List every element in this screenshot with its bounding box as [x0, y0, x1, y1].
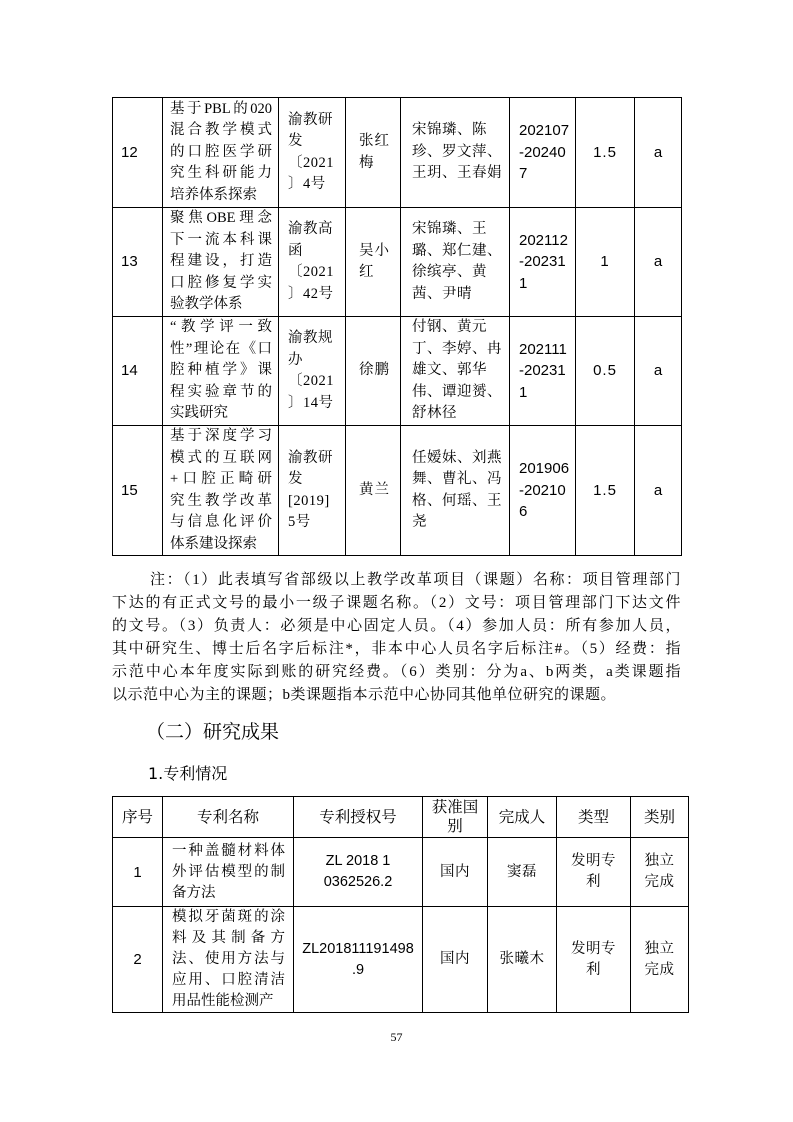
cell-text: 梅 — [359, 154, 375, 171]
cell-text: 1 — [133, 863, 142, 881]
grant-number-cell — [294, 907, 423, 1013]
funding-cell — [576, 317, 635, 426]
cell-text: 专利授权号 — [319, 807, 397, 826]
cell-text: 张红 — [359, 133, 390, 149]
cell-text: 渝教研 — [288, 449, 333, 466]
cell-text: 舒林径 — [412, 405, 457, 422]
note-paragraph — [112, 569, 681, 707]
cell-text: 发明专 — [571, 853, 616, 869]
section-heading: （二）研究成果 — [146, 721, 280, 743]
leader-cell — [346, 98, 401, 208]
cell-text: 培养体系探索 — [170, 186, 257, 203]
cell-text: 202111 — [519, 340, 567, 358]
cell-text: 1 — [519, 383, 528, 401]
cell-text: 究生教学改革 — [170, 492, 272, 509]
note-line: 其中研究生、博士后名字后标注*，非本中心人员名字后标注#。（5）经费：指 — [112, 641, 681, 657]
cell-text: 一种盖髓材料体 — [172, 842, 285, 859]
cell-text: “教学评一致 — [170, 319, 272, 336]
cell-text: 别 — [447, 817, 463, 835]
cell-text: 1 — [600, 253, 610, 271]
cell-text: 红 — [359, 264, 375, 280]
row-number-cell — [113, 208, 163, 317]
cell-text: 与信息化评价 — [170, 514, 272, 530]
table-header-row — [113, 797, 689, 838]
leader-cell — [346, 317, 401, 426]
cell-text: 应用、口腔清洁 — [172, 972, 285, 988]
cell-text: ZL201811191498 — [302, 940, 414, 957]
projects-table-body — [113, 98, 682, 556]
cell-text: 发明专 — [571, 940, 616, 957]
country-cell — [423, 907, 488, 1013]
cell-text: 〕42号 — [288, 285, 334, 302]
cell-text: 序号 — [121, 807, 153, 826]
cell-text: 〔2021 — [288, 264, 334, 280]
cell-text: 尧 — [412, 514, 427, 530]
cell-text: 模式的互联网 — [170, 449, 272, 466]
document-number-cell — [279, 426, 346, 556]
row-number-cell — [113, 426, 163, 556]
page-number: 57 — [390, 1030, 403, 1044]
cell-text: 基于深度学习 — [170, 428, 272, 444]
cell-text: 实践研究 — [170, 405, 228, 422]
cell-text: 雄文、郭华 — [412, 362, 487, 379]
grant-number-cell — [294, 838, 423, 907]
cell-text: 渝教高 — [288, 221, 333, 237]
cell-text: a — [653, 143, 663, 161]
cell-text: 王玥、王春娟 — [412, 165, 502, 182]
note-line: 注：（1）此表填写省部级以上教学改革项目（课题）名称：项目管理部门 — [150, 572, 681, 588]
patent-number-cell — [113, 907, 163, 1013]
patent-category-cell — [631, 907, 689, 1013]
patent-number-cell — [113, 838, 163, 907]
cell-text: 任嫒妹、刘燕 — [412, 449, 502, 466]
cell-text: 下一流本科课 — [170, 231, 272, 248]
cell-text: 202112 — [519, 231, 568, 249]
patents-table — [112, 796, 689, 1013]
cell-text: 腔种植学》课 — [170, 362, 272, 379]
cell-text: 6 — [519, 503, 528, 521]
cell-text: 张曦木 — [499, 951, 545, 967]
cell-text: 格、何瑶、王 — [412, 492, 502, 509]
participants-cell — [401, 317, 510, 426]
cell-text: +口腔正畸研 — [170, 471, 272, 487]
cell-text: 外评估模型的制 — [172, 863, 285, 880]
cell-text: 窦磊 — [507, 863, 537, 880]
cell-text: 备方法 — [172, 884, 216, 901]
cell-text: 利 — [586, 874, 601, 890]
project-name-cell — [163, 426, 279, 556]
patent-row — [113, 838, 689, 907]
cell-text: 国内 — [440, 863, 470, 880]
cell-text: a — [653, 253, 663, 271]
period-cell — [510, 317, 576, 426]
patent-name-cell — [163, 838, 294, 907]
patent-type-cell — [557, 838, 631, 907]
cell-text: 办 — [288, 351, 303, 368]
cell-text: 宋锦璘、陈 — [412, 122, 487, 139]
cell-text: 国内 — [440, 951, 470, 967]
cell-text: 付钢、黄元 — [412, 319, 487, 336]
cell-text: -20231 — [519, 362, 566, 380]
cell-text: 性”理论在《口 — [170, 340, 272, 357]
cell-text: 程建设，打造 — [170, 253, 272, 270]
cell-text: 徐鹏 — [359, 362, 390, 379]
cell-text: 类型 — [577, 807, 609, 826]
document-number-cell — [279, 208, 346, 317]
cell-text: [2019] — [288, 492, 330, 509]
note-line: 以示范中心为主的课题；b类课题指本示范中心协同其他单位研究的课题。 — [112, 687, 617, 703]
cell-text: 渝教研 — [288, 111, 333, 128]
inventor-cell — [488, 838, 557, 907]
cell-text: 料及其制备方 — [172, 930, 285, 946]
cell-text: 璐、郑仁建、 — [412, 242, 502, 259]
category-cell — [635, 98, 682, 208]
participants-cell — [401, 426, 510, 556]
cell-text: 完成人 — [498, 807, 546, 826]
participants-cell — [401, 208, 510, 317]
cell-text: 5号 — [288, 514, 311, 530]
country-cell — [423, 838, 488, 907]
cell-text: 15 — [121, 481, 138, 499]
cell-text: 12 — [121, 143, 138, 161]
row-number-cell — [113, 317, 163, 426]
cell-text: 〔2021 — [288, 154, 334, 171]
column-header — [163, 797, 294, 838]
cell-text: 专利名称 — [196, 807, 259, 826]
cell-text: 202107 — [519, 122, 570, 140]
column-header — [423, 797, 488, 838]
cell-text: 模拟牙菌斑的涂 — [172, 909, 285, 925]
cell-text: 201906 — [519, 460, 570, 478]
cell-text: -20231 — [519, 253, 566, 271]
cell-text: 伟、谭迎赟、 — [412, 383, 502, 400]
column-header — [557, 797, 631, 838]
cell-text: 发 — [288, 133, 303, 149]
cell-text: 7 — [519, 165, 528, 183]
project-name-cell — [163, 98, 279, 208]
funding-cell — [576, 426, 635, 556]
participants-cell — [401, 98, 510, 208]
cell-text: 〕4号 — [288, 176, 326, 192]
project-row — [113, 426, 682, 556]
cell-text: 法、使用方法与 — [172, 951, 285, 967]
period-cell — [510, 98, 576, 208]
cell-text: 发 — [288, 471, 303, 487]
cell-text: a — [653, 362, 663, 380]
cell-text: -20210 — [519, 481, 566, 499]
note-line: 的文号。（3）负责人：必须是中心固定人员。（4）参加人员：所有参加人员， — [112, 618, 681, 634]
cell-text: 完成 — [644, 874, 675, 890]
funding-cell — [576, 208, 635, 317]
cell-text: 〔2021 — [288, 373, 334, 389]
cell-text: 验教学体系 — [170, 296, 243, 313]
leader-cell — [346, 208, 401, 317]
cell-text: 1.5 — [593, 481, 617, 499]
cell-text: 1.5 — [593, 143, 617, 161]
cell-text: 1 — [519, 274, 528, 292]
patent-row — [113, 907, 689, 1013]
cell-text: 聚焦OBE理念 — [170, 210, 272, 227]
cell-text: 体系建设探索 — [170, 535, 257, 552]
cell-text: 完成 — [644, 961, 675, 978]
cell-text: 基于PBL的020 — [170, 100, 272, 117]
note-line: 示范中心本年度实际到账的研究经费。（6）类别：分为a、b两类，a类课题指 — [112, 664, 681, 680]
cell-text: 究生科研能力 — [170, 165, 272, 182]
cell-text: 宋锦璘、王 — [412, 221, 487, 237]
document-number-cell — [279, 317, 346, 426]
patent-type-cell — [557, 907, 631, 1013]
cell-text: 程实验章节的 — [170, 383, 272, 400]
cell-text: 用品性能检测产 — [172, 993, 274, 1009]
patent-name-cell — [163, 907, 294, 1013]
project-row — [113, 208, 682, 317]
projects-table — [112, 97, 682, 556]
cell-text: 2 — [133, 951, 142, 968]
document-number-cell — [279, 98, 346, 208]
cell-text: 独立 — [644, 853, 675, 869]
project-row — [113, 317, 682, 426]
leader-cell — [346, 426, 401, 556]
cell-text: 〕14号 — [288, 394, 334, 411]
cell-text: 的口腔医学研 — [170, 143, 272, 160]
period-cell — [510, 208, 576, 317]
category-cell — [635, 317, 682, 426]
cell-text: 0.5 — [593, 362, 617, 380]
cell-text: 混合教学模式 — [170, 122, 272, 139]
column-header — [488, 797, 557, 838]
cell-text: 黄兰 — [359, 481, 390, 498]
funding-cell — [576, 98, 635, 208]
period-cell — [510, 426, 576, 556]
cell-text: -20240 — [519, 143, 566, 161]
cell-text: a — [653, 481, 663, 499]
column-header — [631, 797, 689, 838]
project-name-cell — [163, 317, 279, 426]
cell-text: 函 — [288, 242, 303, 259]
cell-text: .9 — [351, 961, 365, 978]
cell-text: 13 — [121, 253, 138, 271]
column-header — [294, 797, 423, 838]
cell-text: 利 — [586, 961, 601, 978]
cell-text: 渝教规 — [288, 330, 333, 346]
cell-text: 14 — [121, 362, 138, 380]
row-number-cell — [113, 98, 163, 208]
cell-text: ZL 2018 1 — [325, 853, 391, 869]
column-header — [113, 797, 163, 838]
category-cell — [635, 208, 682, 317]
patents-table-body — [113, 797, 689, 1013]
patent-category-cell — [631, 838, 689, 907]
cell-text: 徐缤亭、黄 — [412, 264, 487, 280]
cell-text: 丁、李婷、冉 — [412, 340, 502, 357]
category-cell — [635, 426, 682, 556]
cell-text: 独立 — [644, 940, 675, 957]
cell-text: 吴小 — [359, 242, 390, 259]
cell-text: 获准国 — [431, 798, 479, 816]
cell-text: 0362526.2 — [323, 874, 393, 890]
cell-text: 茜、尹晴 — [412, 285, 472, 302]
subsection-heading: 1.专利情况 — [148, 764, 228, 783]
project-row — [113, 98, 682, 208]
project-name-cell — [163, 208, 279, 317]
cell-text: 珍、罗文萍、 — [412, 143, 502, 160]
cell-text: 口腔修复学实 — [170, 274, 272, 291]
cell-text: 舞、曹礼、冯 — [412, 471, 502, 487]
inventor-cell — [488, 907, 557, 1013]
cell-text: 类别 — [643, 807, 675, 826]
note-line: 下达的有正式文号的最小一级子课题名称。（2）文号：项目管理部门下达文件 — [112, 595, 681, 611]
